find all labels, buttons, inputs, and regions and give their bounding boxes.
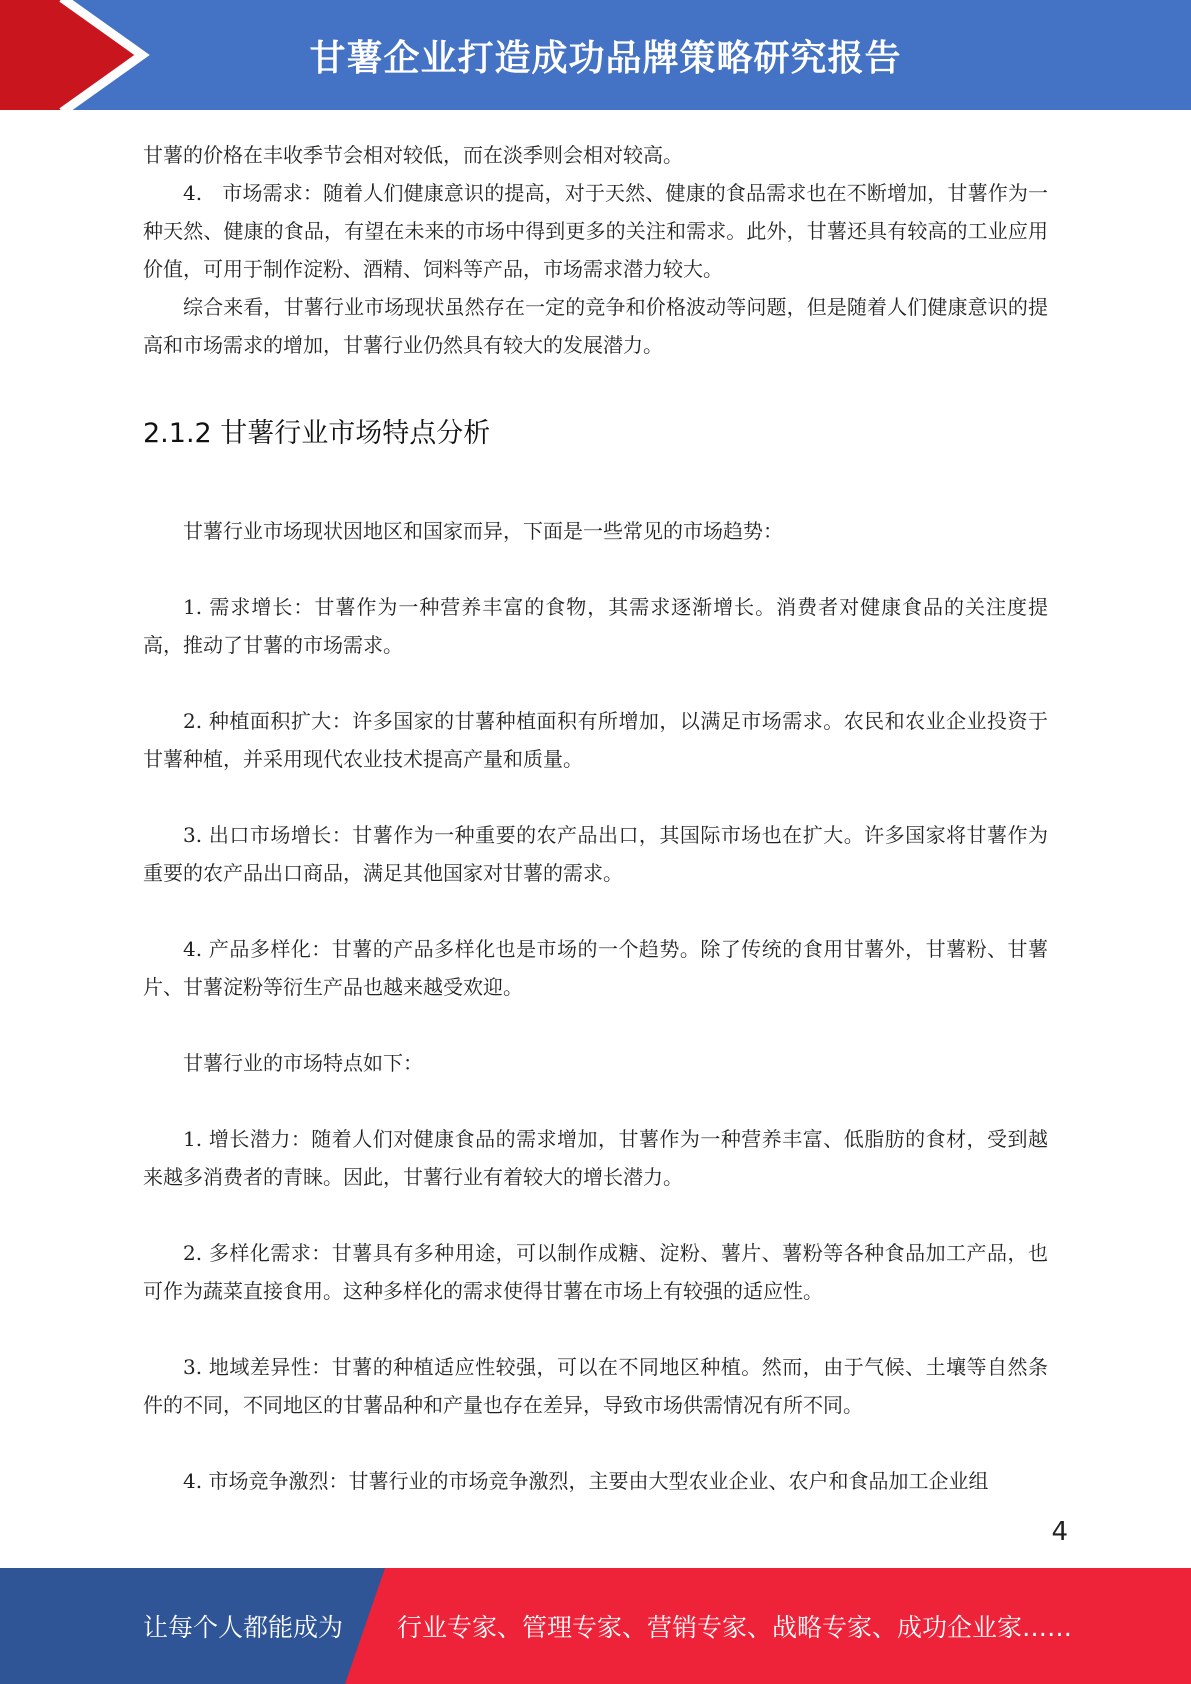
list-item: 4. 产品多样化：甘薯的产品多样化也是市场的一个趋势。除了传统的食用甘薯外，甘薯粉、甘薯片、甘薯淀粉等衍生产品也越来越受欢迎。: [143, 937, 1048, 999]
section-heading: 2.1.2 甘薯行业市场特点分析: [143, 418, 491, 449]
list-item: 1. 需求增长：甘薯作为一种营养丰富的食物，其需求逐渐增长。消费者对健康食品的关注度提高，推动了甘薯的市场需求。: [143, 595, 1048, 657]
paragraph: 综合来看，甘薯行业市场现状虽然存在一定的竞争和价格波动等问题，但是随着人们健康意识的提高和市场需求的增加，甘薯行业仍然具有较大的发展潜力。: [143, 295, 1048, 357]
paragraph: 甘薯的价格在丰收季节会相对较低，而在淡季则会相对较高。: [143, 143, 683, 167]
document-title: 甘薯企业打造成功品牌策略研究报告: [309, 37, 902, 79]
footer-slogan-left: 让每个人都能成为: [143, 1613, 344, 1642]
list-item: 2. 多样化需求：甘薯具有多种用途，可以制作成糖、淀粉、薯片、薯粉等各种食品加工产品，也可作为蔬菜直接食用。这种多样化的需求使得甘薯在市场上有较强的适应性。: [143, 1241, 1048, 1303]
list-item: 2. 种植面积扩大：许多国家的甘薯种植面积有所增加，以满足市场需求。农民和农业企业投资于甘薯种植，并采用现代农业技术提高产量和质量。: [143, 709, 1048, 771]
list-item: 1. 增长潜力：随着人们对健康食品的需求增加，甘薯作为一种营养丰富、低脂肪的食材，受到越来越多消费者的青睐。因此，甘薯行业有着较大的增长潜力。: [143, 1127, 1048, 1189]
paragraph: 甘薯行业市场现状因地区和国家而异，下面是一些常见的市场趋势：: [183, 519, 783, 543]
page-content: [143, 136, 1048, 1500]
list-item: 3. 地域差异性：甘薯的种植适应性较强，可以在不同地区种植。然而，由于气候、土壤等自然条件的不同，不同地区的甘薯品种和产量也存在差异，导致市场供需情况有所不同。: [143, 1355, 1048, 1417]
page-footer: [0, 1568, 1191, 1684]
paragraph: 4. 市场需求：随着人们健康意识的提高，对于天然、健康的食品需求也在不断增加，甘薯作为一种天然、健康的食品，有望在未来的市场中得到更多的关注和需求。此外，甘薯还具有较高的工业应用价值，可用于制作淀粉、酒精、饲料等产品，市场需求潜力较大。: [143, 181, 1048, 281]
list-item: 4. 市场竞争激烈：甘薯行业的市场竞争激烈，主要由大型农业企业、农户和食品加工企业组: [183, 1469, 989, 1493]
paragraph: 甘薯行业的市场特点如下：: [183, 1051, 423, 1075]
page-number: 4: [1051, 1517, 1068, 1547]
footer-slogan-right: 行业专家、管理专家、营销专家、战略专家、成功企业家……: [397, 1613, 1073, 1642]
list-item: 3. 出口市场增长：甘薯作为一种重要的农产品出口，其国际市场也在扩大。许多国家将甘薯作为重要的农产品出口商品，满足其他国家对甘薯的需求。: [143, 823, 1048, 885]
page-header: [0, 0, 1191, 110]
